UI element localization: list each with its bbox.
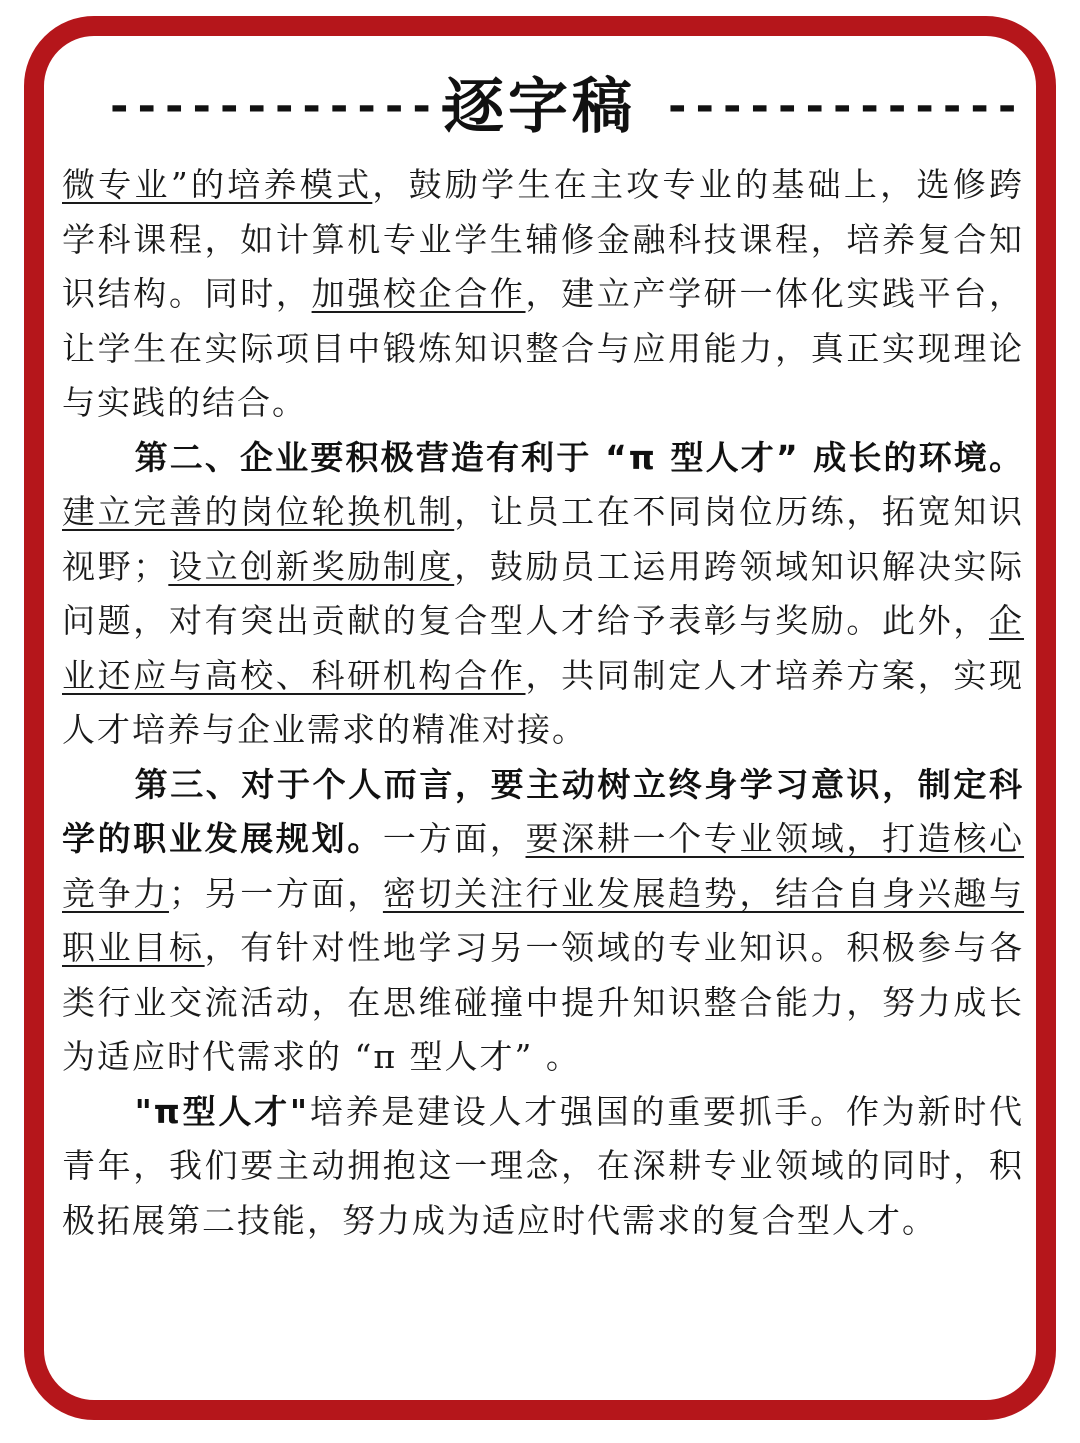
bold-heading: 第三、对于个人而言，要主动树立终身学习意识，制定科学的职业发展规划。: [62, 764, 1024, 858]
underlined-phrase: 密切关注行业发展趋势，结合自身兴趣与职业目标: [62, 873, 1025, 967]
text-run: ；另一方面，: [168, 873, 383, 913]
underlined-phrase: 微专业”的培养模式: [62, 165, 373, 204]
transcript-body: [62, 158, 1024, 1248]
paragraph-3: [62, 758, 1024, 1085]
paragraph-4: [62, 1085, 1024, 1249]
bold-term: "π型人才": [134, 1091, 310, 1131]
underlined-phrase: 建立完善的岗位轮换机制: [62, 492, 455, 531]
text-run: ，有针对性地学习另一领域的专业知识。积极参与各类行业交流活动，在思维碰撞中提升知识整合能力，努力成长为适应时代需求的 “π 型人才” 。: [62, 928, 1025, 1076]
text-run: ，让员工在不同岗位历练，拓宽知识视野；: [62, 492, 1025, 586]
underlined-phrase: 要深耕一个专业领域，打造核心竞争力: [62, 819, 1025, 913]
bold-heading: 第二、企业要积极营造有利于 “π 型人才” 成长的环境。: [134, 437, 1024, 477]
text-run: 培养是建设人才强国的重要抓手。作为新时代青年，我们要主动拥抱这一理念，在深耕专业领域的同时，积极拓展第二技能，努力成为适应时代需求的复合型人才。: [62, 1091, 1024, 1240]
underlined-phrase: 加强校企合作: [311, 274, 526, 313]
paragraph-1: [62, 158, 1024, 431]
text-run: ，鼓励学生在主攻专业的基础上，选修跨学科课程，如计算机专业学生辅修金融科技课程，培养复合知识结构。同时，: [62, 165, 1025, 313]
paragraph-2: [62, 431, 1024, 758]
underlined-phrase: 设立创新奖励制度: [168, 546, 455, 586]
text-run: ，鼓励员工运用跨领域知识解决实际问题，对有突出贡献的复合型人才给予表彰与奖励。此外，: [62, 546, 1025, 640]
underlined-phrase: 企业还应与高校、科研机构合作: [62, 601, 1024, 695]
header-dashes-left: -------------: [106, 81, 464, 132]
text-run: ，建立产学研一体化实践平台，让学生在实际项目中锻炼知识整合与应用能力，真正实现理论与实践的结合。: [62, 274, 1025, 422]
text-run: 一方面，: [382, 819, 526, 858]
header-dashes-right: -------------: [664, 81, 1022, 132]
text-run: ，共同制定人才培养方案，实现人才培养与企业需求的精准对接。: [62, 655, 1025, 749]
page-title: 逐字稿: [444, 72, 636, 142]
page-header: [0, 62, 1080, 152]
